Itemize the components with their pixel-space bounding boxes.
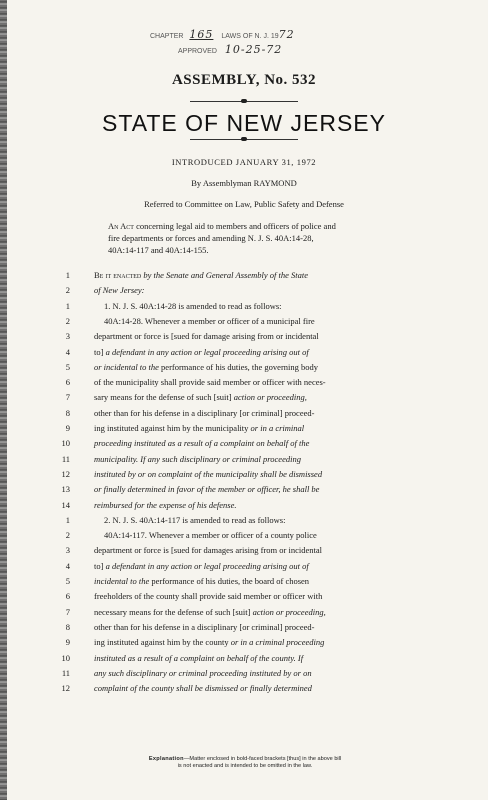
line-segment: department or force is [sued for damages arising from or incidental: [94, 545, 323, 556]
act-label: An Act: [108, 221, 134, 231]
line-segment: to]: [94, 560, 104, 571]
line-text: [94, 331, 379, 341]
bill-line: [0, 561, 488, 576]
line-text: [94, 668, 379, 678]
line-segment: action or proceeding,: [252, 606, 326, 617]
line-number: 10: [61, 652, 70, 663]
line-text: [94, 591, 379, 601]
bill-line: [0, 270, 488, 285]
line-segment: instituted as a result of a complaint on behalf of the county. If: [94, 652, 304, 663]
bill-line: [0, 683, 488, 698]
line-number: 1: [65, 514, 70, 525]
line-segment: any such disciplinary or criminal proceeding instituted by or on: [94, 667, 312, 678]
line-text: [94, 285, 379, 295]
bill-line: [0, 362, 488, 377]
line-text: [94, 454, 379, 464]
line-number: 5: [65, 361, 70, 372]
bill-line: [0, 622, 488, 637]
bill-line: [0, 500, 488, 515]
line-text: [94, 377, 379, 387]
line-text: [94, 484, 379, 494]
line-segment: instituted by or on complaint of the municipality shall be dismissed: [94, 468, 323, 479]
stamp-laws-year: 72: [278, 28, 295, 41]
line-segment: ing instituted against him by the county: [94, 637, 231, 648]
line-segment: freeholders of the county shall provide said member or officer with: [94, 591, 323, 602]
line-segment: other than for his defense in a disciplinary [or criminal] proceed-: [94, 621, 315, 632]
line-segment: of New Jersey:: [94, 285, 145, 296]
bill-line: [0, 301, 488, 316]
line-text: [94, 637, 379, 647]
line-text: [94, 683, 379, 693]
explanation-line-1: —Matter enclosed in bold-faced brackets [thus] in the above bill: [183, 756, 342, 762]
line-segment: ing instituted against him by the municipality: [94, 423, 251, 433]
bill-line: [0, 285, 488, 300]
line-text: [94, 545, 379, 555]
line-number: 11: [61, 667, 70, 678]
bill-line: [0, 316, 488, 331]
bill-line: [0, 515, 488, 530]
line-segment: performance of his duties, the governing body: [158, 361, 319, 372]
stamp-chapter-number: 165: [189, 28, 214, 41]
line-number: 5: [65, 576, 70, 586]
line-number: 12: [61, 468, 70, 479]
line-text: [94, 270, 379, 280]
bill-line: [0, 377, 488, 392]
line-segment: performance of his duties, the board of chosen: [149, 576, 310, 586]
stamp-chapter-label: CHAPTER: [150, 33, 184, 40]
bill-line: [0, 653, 488, 668]
line-number: 3: [65, 331, 70, 342]
line-text: [104, 301, 379, 311]
state-heading: STATE OF NEW JERSEY: [102, 110, 386, 136]
line-number: 14: [61, 499, 70, 510]
line-text: [94, 469, 379, 479]
act-title-line-1: concerning legal aid to members and officers of police and: [136, 221, 336, 231]
line-text: [94, 500, 379, 510]
explanation-note: [80, 756, 410, 770]
line-segment: of the municipality shall provide said member or officer with neces-: [94, 377, 326, 388]
line-number: 2: [65, 315, 70, 326]
line-text: [94, 392, 379, 402]
line-text: [94, 607, 379, 617]
line-text: [94, 362, 379, 372]
line-number: 7: [65, 606, 70, 617]
approval-stamp: [150, 26, 350, 56]
line-number: 10: [61, 438, 70, 449]
line-segment: by the Senate and General Assembly of the State: [141, 270, 308, 280]
line-segment: to]: [94, 346, 104, 357]
line-text: [94, 576, 379, 586]
line-number: 12: [61, 683, 70, 694]
line-text: [94, 438, 379, 448]
line-segment: department or force is [sued for damage arising from or incidental: [94, 331, 319, 342]
bill-line: [0, 637, 488, 652]
line-text: [104, 515, 379, 525]
act-title-line-2: fire departments or forces and amending N. J. S. 40A:14-28,: [108, 233, 314, 243]
line-segment: 2. N. J. S. 40A:14-117 is amended to read as follows:: [104, 514, 286, 525]
line-text: [94, 622, 379, 632]
line-text: [104, 530, 379, 540]
stamp-approved-date: 10-25-72: [224, 43, 283, 56]
line-segment: incidental to the: [94, 576, 150, 586]
explanation-label: Explanation: [148, 756, 184, 762]
act-title-line-3: 40A:14-117 and 40A:14-155.: [108, 245, 209, 255]
line-number: 6: [65, 591, 70, 602]
line-number: 9: [65, 423, 70, 433]
line-number: 1: [65, 300, 70, 311]
bill-line: [0, 545, 488, 560]
line-segment: 40A:14-117. Whenever a member or officer of a county police: [104, 530, 317, 541]
bill-line: [0, 591, 488, 606]
line-number: 11: [61, 453, 70, 464]
line-text: [94, 423, 379, 433]
bill-line: [0, 408, 488, 423]
divider-ornament-bottom: [241, 137, 247, 141]
stamp-laws-label: LAWS OF N. J. 19: [221, 33, 279, 40]
line-segment: a defendant in any action or legal proceeding arising out of: [103, 346, 309, 357]
line-segment: or in a criminal proceeding: [230, 637, 325, 648]
line-number: 4: [65, 346, 70, 357]
line-segment: municipality. If any such disciplinary or criminal proceeding: [94, 453, 301, 464]
sponsor-line: By Assemblyman RAYMOND: [191, 178, 297, 188]
committee-referral: Referred to Committee on Law, Public Safety and Defense: [144, 199, 344, 209]
bill-line: [0, 454, 488, 469]
line-segment: reimbursed for the expense of his defense.: [94, 499, 237, 510]
bill-line: [0, 530, 488, 545]
bill-line: [0, 576, 488, 591]
line-segment: proceeding instituted as a result of a complaint on behalf of the: [94, 438, 310, 449]
line-segment: complaint of the county shall be dismissed or finally determined: [94, 683, 312, 694]
line-number: 3: [65, 545, 70, 556]
line-text: [94, 561, 379, 571]
line-number: 8: [65, 407, 70, 418]
line-segment: sary means for the defense of such [suit]: [94, 392, 234, 403]
bill-line: [0, 438, 488, 453]
line-segment: or finally determined in favor of the member or officer, he shall be: [94, 484, 320, 495]
bill-number-heading: ASSEMBLY, No. 532: [171, 72, 317, 88]
line-number: 13: [61, 484, 70, 495]
bill-line: [0, 423, 488, 438]
line-number: 2: [65, 285, 70, 296]
bill-line: [0, 668, 488, 683]
explanation-line-2: is not enacted and is intended to be omitted in the law.: [177, 763, 313, 769]
act-title: [108, 220, 373, 256]
introduced-date: INTRODUCED JANUARY 31, 1972: [171, 157, 317, 167]
bill-line: [0, 347, 488, 362]
line-segment: action or proceeding,: [233, 392, 307, 403]
divider-ornament-top: [241, 99, 247, 103]
line-text: [94, 408, 379, 418]
line-text: [94, 653, 379, 663]
line-text: [104, 316, 379, 326]
line-number: 7: [65, 392, 70, 403]
line-segment: 40A:14-28. Whenever a member or officer of a municipal fire: [104, 315, 315, 326]
bill-line: [0, 484, 488, 499]
bill-line: [0, 331, 488, 346]
line-number: 1: [65, 270, 70, 280]
line-segment: Be it enacted: [94, 270, 142, 280]
line-number: 6: [65, 377, 70, 388]
line-number: 9: [65, 637, 70, 648]
bill-line: [0, 392, 488, 407]
line-segment: or incidental to the: [94, 361, 159, 372]
line-number: 4: [65, 560, 70, 571]
line-segment: a defendant in any action or legal proceeding arising out of: [103, 560, 309, 571]
bill-line: [0, 607, 488, 622]
line-segment: or in a criminal: [250, 423, 305, 433]
line-number: 8: [65, 621, 70, 632]
line-text: [94, 347, 379, 357]
line-segment: 1. N. J. S. 40A:14-28 is amended to read as follows:: [104, 300, 282, 311]
line-segment: necessary means for the defense of such [suit]: [94, 606, 253, 617]
line-segment: other than for his defense in a disciplinary [or criminal] proceed-: [94, 407, 315, 418]
bill-line: [0, 469, 488, 484]
line-number: 2: [65, 530, 70, 541]
stamp-approved-label: APPROVED: [178, 48, 217, 55]
